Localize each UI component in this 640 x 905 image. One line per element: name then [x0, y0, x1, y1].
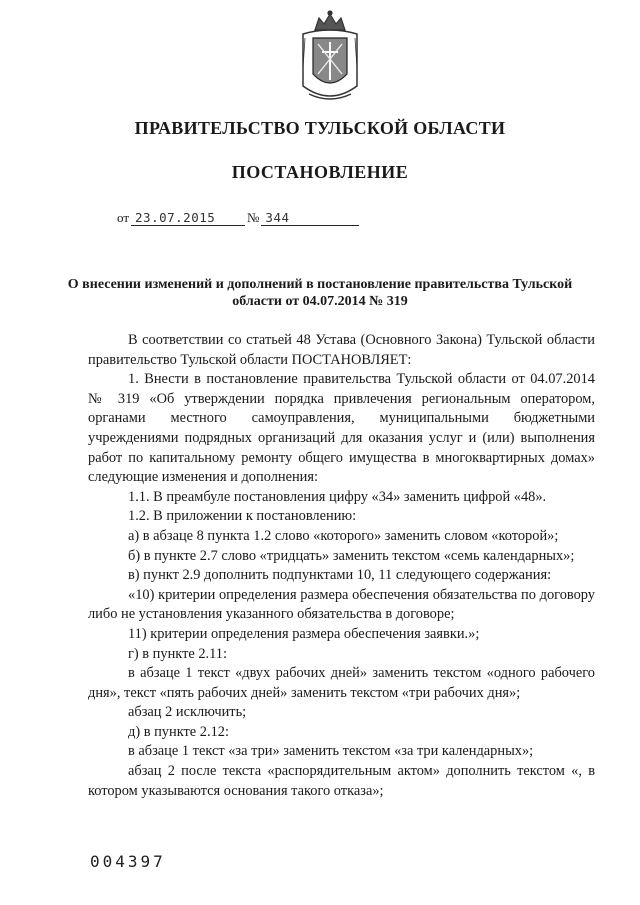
serial-stamp-number: 004397	[90, 852, 166, 871]
decree-subject: О внесении изменений и дополнений в постановление правительства Тульской области от 04.07.2014 № 319	[67, 277, 573, 309]
body-paragraph: б) в пункте 2.7 слово «тридцать» заменить текстом «семь календарных»;	[128, 547, 575, 564]
body-paragraph: д) в пункте 2.12:	[128, 723, 229, 740]
coat-of-arms-icon	[295, 8, 365, 108]
body-paragraph: в абзаце 1 текст «двух рабочих дней» заменить текстом «одного рабочего дня», текст «пять рабочих дней» заменить текстом «три рабочих дня»;	[88, 665, 595, 701]
body-paragraph: г) в пункте 2.11:	[128, 645, 228, 662]
body-paragraph: в) пункт 2.9 дополнить подпунктами 10, 11 следующего содержания:	[128, 567, 552, 584]
decree-date: 23.07.2015	[131, 210, 245, 226]
government-title: ПРАВИТЕЛЬСТВО ТУЛЬСКОЙ ОБЛАСТИ	[134, 118, 506, 138]
body-paragraph: в абзаце 1 текст «за три» заменить текстом «за три календарных»;	[128, 743, 534, 760]
body-paragraph: 1. Внести в постановление правительства Тульской области от 04.07.2014 № 319 «Об утверждении порядка привлечения региональным оператором, органами местного самоуправления, муниципальными бюджетными учреждениями подрядных организаций для оказания услуг и (или) выполнения работ по капитальному ремонту общего имущества в многоквартирных домах» следующие изменения и дополнения:	[88, 371, 595, 486]
body-paragraph: а) в абзаце 8 пункта 1.2 слово «которого» заменить словом «которой»;	[128, 527, 559, 544]
body-paragraph: «10) критерии определения размера обеспечения обязательства по договору либо не установления указанного обязательства в договоре;	[88, 586, 595, 623]
date-prefix: от	[117, 210, 130, 225]
decree-number: 344	[261, 210, 359, 226]
document-type-title: ПОСТАНОВЛЕНИЕ	[231, 162, 409, 182]
body-paragraph: 1.2. В приложении к постановлению:	[128, 508, 357, 525]
decree-body	[88, 331, 595, 801]
body-paragraph: 1.1. В преамбуле постановления цифру «34» заменить цифрой «48».	[128, 488, 547, 505]
body-paragraph: В соответствии со статьей 48 Устава (Основного Закона) Тульской области правительство Тульской области ПОСТАНОВЛЯЕТ:	[88, 332, 595, 368]
body-paragraph: абзац 2 после текста «распорядительным актом» дополнить текстом «, в котором указываются основания такого отказа»;	[88, 763, 595, 799]
body-paragraph: абзац 2 исключить;	[128, 704, 247, 721]
date-number-line	[117, 206, 359, 226]
body-paragraph: 11) критерии определения размера обеспечения заявки.»;	[128, 625, 480, 642]
number-prefix: №	[247, 210, 260, 225]
